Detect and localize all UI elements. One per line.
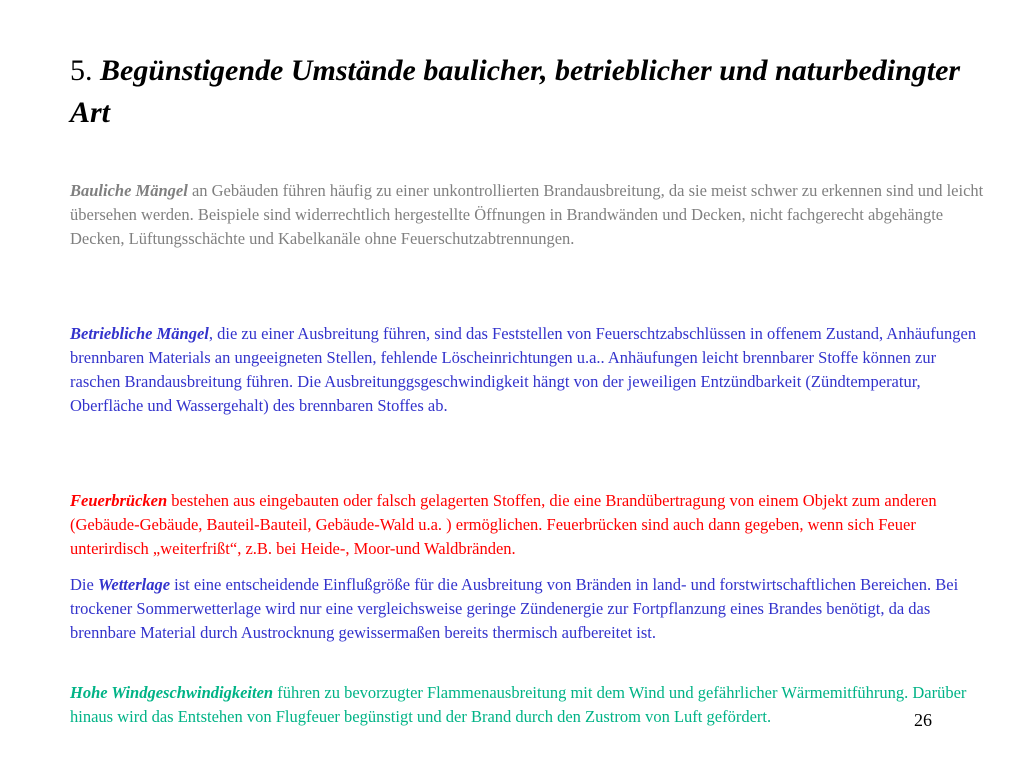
term-bauliche-maengel: Bauliche Mängel [70, 181, 188, 200]
paragraph-betriebliche-maengel [70, 322, 990, 418]
title-heading: Begünstigende Umstände baulicher, betrieblicher und naturbedingter Art [70, 54, 961, 129]
text-betriebliche-maengel: , die zu einer Ausbreitung führen, sind das Feststellen von Feuerschtzabschlüssen in offenem Zustand, Anhäufungen brennbaren Materials an ungeeigneten Stellen, fehlende Löscheinrichtungen u.a.. Anhäufungen leicht brennbarer Stoffe können zur raschen Brandausbreitung führen. Die Ausbreitunggsgeschwindigkeit hängt von der jeweiligen Entzündbarkeit (Zündtemperatur, Oberfläche und Wassergehalt) des brennbaren Stoffes ab. [70, 324, 977, 415]
paragraph-feuerbruecken [70, 489, 990, 561]
paragraph-bauliche-maengel [70, 179, 990, 251]
term-betriebliche-maengel: Betriebliche Mängel [70, 324, 209, 343]
text-bauliche-maengel: an Gebäuden führen häufig zu einer unkontrollierten Brandausbreitung, da sie meist schwer zu erkennen sind und leicht übersehen werden. Beispiele sind widerrechtlich hergestellte Öffnungen in Brandwänden und Decken, nicht fachgerecht abgehängte Decken, Lüftungsschächte und Kabelkanäle ohne Feuerschutzabtrennungen. [70, 181, 984, 248]
text-windgeschwindigkeiten: führen zu bevorzugter Flammenausbreitung mit dem Wind und gefährlicher Wärmemitführung. Darüber hinaus wird das Entstehen von Flugfeuer begünstigt und der Brand durch den Zustrom von Luft gefördert. [70, 683, 967, 726]
term-windgeschwindigkeiten: Hohe Windgeschwindigkeiten [70, 683, 274, 702]
prefix-wetterlage: Die [70, 575, 98, 594]
page-number: 26 [914, 710, 932, 730]
slide-title [70, 50, 970, 134]
term-wetterlage: Wetterlage [97, 575, 171, 594]
text-wetterlage: ist eine entscheidende Einflußgröße für die Ausbreitung von Bränden in land- und forstwirtschaftlichen Bereichen. Bei trockener Sommerwetterlage wird nur eine vergleichsweise geringe Zündenergie zur Fortpflanzung eines Brandes benötigt, da das brennbare Material durch Austrocknung gewissermaßen bereits thermisch aufbereitet ist. [70, 575, 959, 642]
title-number: 5. [70, 54, 93, 87]
paragraph-wetterlage [70, 573, 990, 645]
text-feuerbruecken: bestehen aus eingebauten oder falsch gelagerten Stoffen, die eine Brandübertragung von einem Objekt zum anderen (Gebäude-Gebäude, Bauteil-Bauteil, Gebäude-Wald u.a. ) ermöglichen. Feuerbrücken sind auch dann gegeben, wenn sich Feuer unterirdisch „weiterfrißt“, z.B. bei Heide-, Moor-und Waldbränden. [70, 491, 937, 558]
term-feuerbruecken: Feuerbrücken [70, 491, 168, 510]
paragraph-windgeschwindigkeiten [70, 681, 990, 729]
